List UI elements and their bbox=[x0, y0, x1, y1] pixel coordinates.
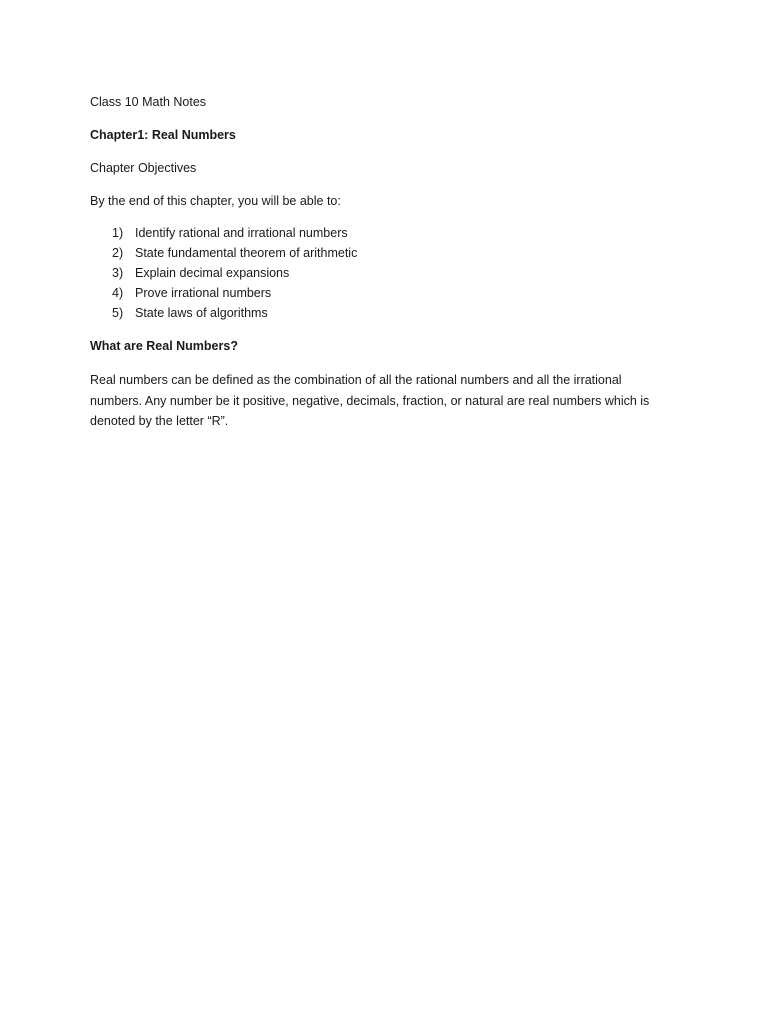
objectives-heading: Chapter Objectives bbox=[90, 161, 197, 175]
objectives-intro: By the end of this chapter, you will be able to: bbox=[90, 194, 341, 208]
list-item-number: 1) bbox=[112, 226, 124, 240]
list-item-number: 5) bbox=[112, 306, 124, 320]
body-paragraph bbox=[90, 370, 680, 432]
document-title: Class 10 Math Notes bbox=[90, 95, 207, 109]
list-item bbox=[112, 305, 357, 325]
list-item-text: Explain decimal expansions bbox=[135, 266, 290, 280]
list-item-text: State fundamental theorem of arithmetic bbox=[135, 246, 358, 260]
paragraph-line: numbers. Any number be it positive, negative, decimals, fraction, or natural are real numbers which is bbox=[90, 393, 650, 408]
list-item bbox=[112, 225, 357, 245]
list-item-number: 2) bbox=[112, 246, 124, 260]
list-item-text: State laws of algorithms bbox=[135, 306, 268, 320]
paragraph-line: denoted by the letter “R”. bbox=[90, 414, 229, 428]
list-item-text: Identify rational and irrational numbers bbox=[135, 226, 348, 240]
paragraph-line: Real numbers can be defined as the combination of all the rational numbers and all the irrational bbox=[90, 373, 622, 387]
list-item-text: Prove irrational numbers bbox=[135, 286, 272, 300]
section-heading: What are Real Numbers? bbox=[90, 339, 238, 353]
list-item-number: 4) bbox=[112, 286, 124, 300]
list-item bbox=[112, 265, 357, 285]
objectives-list bbox=[112, 225, 357, 325]
list-item bbox=[112, 245, 357, 265]
chapter-heading: Chapter1: Real Numbers bbox=[90, 128, 236, 142]
list-item bbox=[112, 285, 357, 305]
list-item-number: 3) bbox=[112, 266, 124, 280]
